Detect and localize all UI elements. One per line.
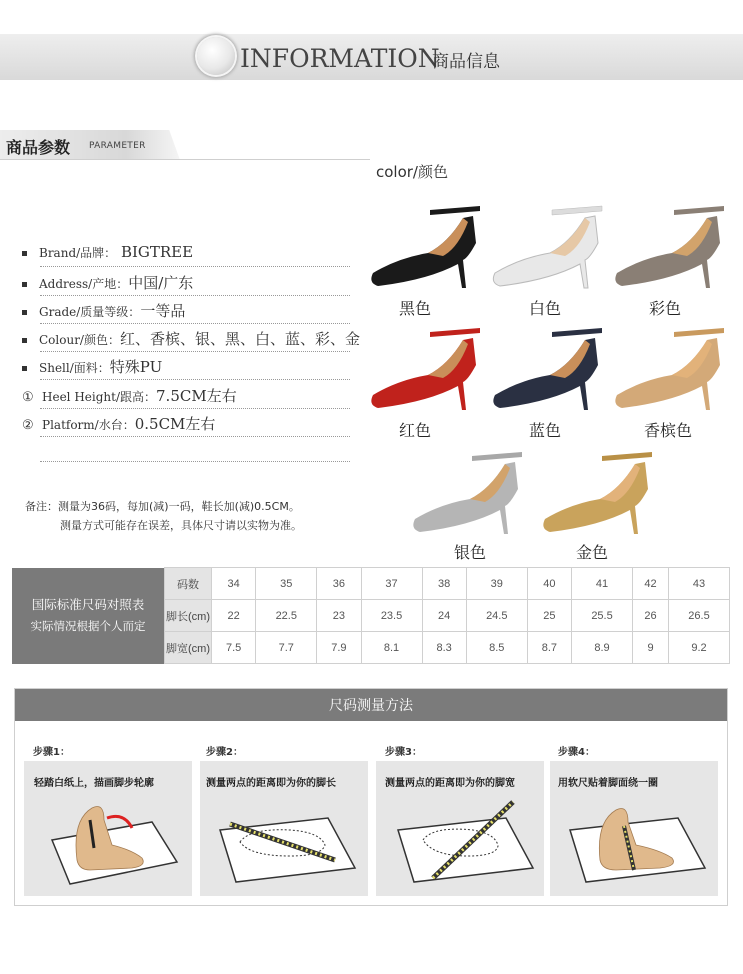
shoe-white-image (490, 198, 610, 293)
size-chart-table (12, 567, 730, 664)
parameter-divider (0, 159, 370, 160)
row-label: 码数 (165, 568, 212, 600)
color-label-red: 红色 (398, 421, 431, 440)
shoe-champagne-image (612, 320, 732, 415)
shoe-multi-image (612, 198, 732, 293)
shoe-silver-image (410, 444, 530, 539)
table-cell: 26 (633, 600, 669, 632)
spec-divider (40, 295, 350, 296)
spec-shell (22, 356, 162, 377)
note-line-2: 测量方式可能存在误差，具体尺寸请以实物为准。 (60, 519, 302, 532)
color-label-blue: 蓝色 (528, 421, 561, 440)
color-label-black: 黑色 (398, 299, 431, 318)
spec-divider (40, 436, 350, 437)
measurement-note (25, 497, 302, 535)
parameter-title-cn: 商品参数 (6, 138, 71, 157)
table-cell: 22.5 (256, 600, 317, 632)
shoe-gold-image (540, 444, 660, 539)
spec-label: Colour/颜色： (39, 333, 120, 347)
step-3-desc: 测量两点的距离即为你的脚宽 (385, 778, 515, 789)
table-cell: 25.5 (572, 600, 633, 632)
banner-circle-decoration (197, 37, 235, 75)
table-cell: 41 (572, 568, 633, 600)
table-cell: 8.7 (527, 632, 571, 664)
parameter-title-en: PARAMETER (89, 141, 146, 151)
table-cell: 8.5 (466, 632, 527, 664)
shoe-black-image (368, 198, 488, 293)
table-cell: 7.9 (317, 632, 361, 664)
table-cell: 43 (669, 568, 730, 600)
table-cell: 42 (633, 568, 669, 600)
information-title: INFORMATION (240, 44, 440, 73)
color-label-gold: 金色 (575, 543, 608, 562)
table-cell: 24.5 (466, 600, 527, 632)
spec-brand (22, 243, 193, 261)
table-row (12, 568, 730, 600)
table-cell: 8.1 (361, 632, 422, 664)
spec-grade (22, 300, 185, 321)
foot-width-illustration (388, 800, 538, 885)
spec-label: Address/产地： (39, 277, 129, 291)
circled-number-1: ① (22, 390, 34, 405)
step-3-title: 步骤3： (385, 747, 422, 758)
spec-divider (40, 351, 350, 352)
size-table-subtitle: 实际情况根据个人而定 (30, 620, 146, 633)
table-cell: 22 (212, 600, 256, 632)
spec-value: 中国/广东 (128, 274, 194, 292)
table-cell: 40 (527, 568, 571, 600)
step-1-title: 步骤1： (33, 747, 70, 758)
measure-title: 尺码测量方法 (329, 698, 413, 714)
color-label-multi: 彩色 (648, 299, 681, 318)
spec-value: 0.5CM左右 (134, 415, 216, 433)
table-cell: 7.5 (212, 632, 256, 664)
step-4-title: 步骤4： (558, 747, 595, 758)
spec-divider (40, 461, 350, 462)
table-cell: 7.7 (256, 632, 317, 664)
table-cell: 24 (422, 600, 466, 632)
spec-divider (40, 408, 350, 409)
table-cell: 26.5 (669, 600, 730, 632)
foot-circumference-illustration (560, 800, 710, 885)
spec-colour (22, 328, 360, 349)
spec-heel-height (22, 385, 237, 406)
table-cell: 25 (527, 600, 571, 632)
bullet-icon (22, 251, 27, 256)
spec-address (22, 272, 193, 293)
table-cell: 23 (317, 600, 361, 632)
table-cell: 36 (317, 568, 361, 600)
step-1-desc: 轻踏白纸上，描画脚步轮廓 (34, 778, 154, 789)
spec-value: BIGTREE (116, 243, 194, 261)
step-2-title: 步骤2： (206, 747, 243, 758)
shoe-red-image (368, 320, 488, 415)
information-title-cn: 商品信息 (432, 52, 500, 72)
spec-value: 一等品 (140, 302, 186, 320)
spec-value: 红、香槟、银、黑、白、蓝、彩、金 (119, 330, 360, 348)
step-4-desc: 用软尺贴着脚面绕一圈 (558, 778, 658, 789)
spec-value: 7.5CM左右 (156, 387, 237, 405)
foot-trace-illustration (32, 800, 182, 885)
spec-value: 特殊PU (109, 358, 163, 376)
row-label: 脚宽(cm) (165, 632, 212, 664)
size-table-head (12, 568, 165, 664)
color-label-champagne: 香槟色 (643, 421, 692, 440)
table-cell: 23.5 (361, 600, 422, 632)
note-line-1: 备注：测量为36码，每加(减)一码，鞋长加(减)0.5CM。 (25, 500, 300, 513)
table-cell: 34 (212, 568, 256, 600)
table-cell: 9.2 (669, 632, 730, 664)
size-table-title: 国际标准尺码对照表 (31, 597, 145, 612)
circled-number-2: ② (22, 418, 34, 433)
bullet-icon (22, 366, 27, 371)
table-cell: 8.9 (572, 632, 633, 664)
spec-divider (40, 323, 350, 324)
table-cell: 38 (422, 568, 466, 600)
table-cell: 39 (466, 568, 527, 600)
spec-platform (22, 413, 215, 434)
color-label-white: 白色 (528, 299, 561, 318)
bullet-icon (22, 310, 27, 315)
spec-label: Shell/面料： (39, 361, 110, 375)
table-cell: 9 (633, 632, 669, 664)
step-2-desc: 测量两点的距离即为你的脚长 (206, 778, 336, 789)
table-cell: 8.3 (422, 632, 466, 664)
shoe-blue-image (490, 320, 610, 415)
foot-length-illustration (210, 800, 360, 885)
color-label-silver: 银色 (453, 543, 486, 562)
spec-divider (40, 379, 350, 380)
spec-label: Platform/水台： (42, 418, 135, 432)
spec-divider (40, 266, 350, 267)
spec-label: Heel Height/跟高： (42, 390, 157, 404)
bullet-icon (22, 338, 27, 343)
spec-label: Grade/质量等级： (39, 305, 141, 319)
spec-label: Brand/品牌： (39, 246, 117, 260)
bullet-icon (22, 282, 27, 287)
table-cell: 35 (256, 568, 317, 600)
color-section-title: color/颜色 (376, 163, 448, 181)
table-cell: 37 (361, 568, 422, 600)
row-label: 脚长(cm) (165, 600, 212, 632)
